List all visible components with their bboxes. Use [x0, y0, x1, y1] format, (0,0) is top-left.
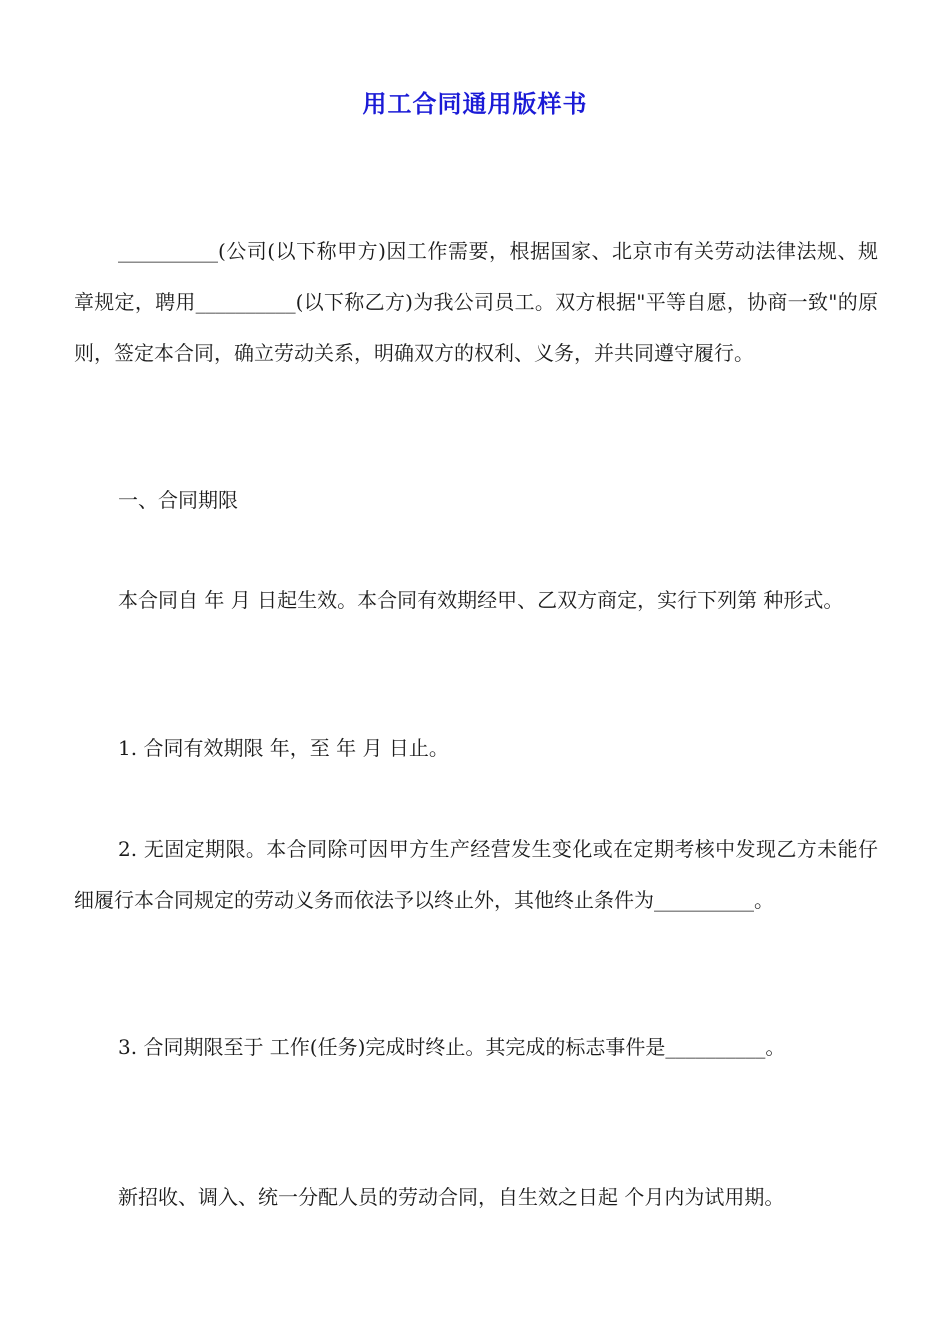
intro-paragraph: [74, 226, 878, 379]
intro-text-1: (公司(以下称甲方)因工作需要，根据国家、北京市有关劳动法律法规、规章规定，聘用: [74, 239, 878, 314]
probation-clause: 新招收、调入、统一分配人员的劳动合同，自生效之日起 个月内为试用期。: [118, 1185, 785, 1209]
completion-event-blank: __________: [665, 1035, 766, 1059]
term-item-2: [74, 824, 878, 926]
term-item-3-end: 。: [765, 1035, 786, 1059]
termination-conditions-blank: __________: [654, 888, 754, 912]
intro-text-2: (以下称乙方)为我公司员工。双方根据"平等自愿，协商一致"的原则，签定本合同，确立劳动关系，明确双方的权利、义务，并共同遵守履行。: [74, 290, 878, 365]
document-title: 用工合同通用版样书: [362, 90, 588, 118]
term-item-2-end: 。: [754, 888, 774, 912]
term-item-1: 1. 合同有效期限 年，至 年 月 日止。: [118, 736, 449, 760]
term-item-3-text: 3. 合同期限至于 工作(任务)完成时终止。其完成的标志事件是: [118, 1035, 666, 1059]
section-heading-contract-term: 一、合同期限: [118, 488, 238, 512]
effective-clause: 本合同自 年 月 日起生效。本合同有效期经甲、乙双方商定，实行下列第 种形式。: [118, 588, 844, 612]
company-blank: __________: [118, 239, 218, 263]
term-item-3: [74, 1022, 878, 1073]
employee-blank: __________: [195, 290, 296, 314]
term-item-2-text: 2. 无固定期限。本合同除可因甲方生产经营发生变化或在定期考核中发现乙方未能仔细履行本合同规定的劳动义务而依法予以终止外，其他终止条件为: [74, 837, 878, 912]
